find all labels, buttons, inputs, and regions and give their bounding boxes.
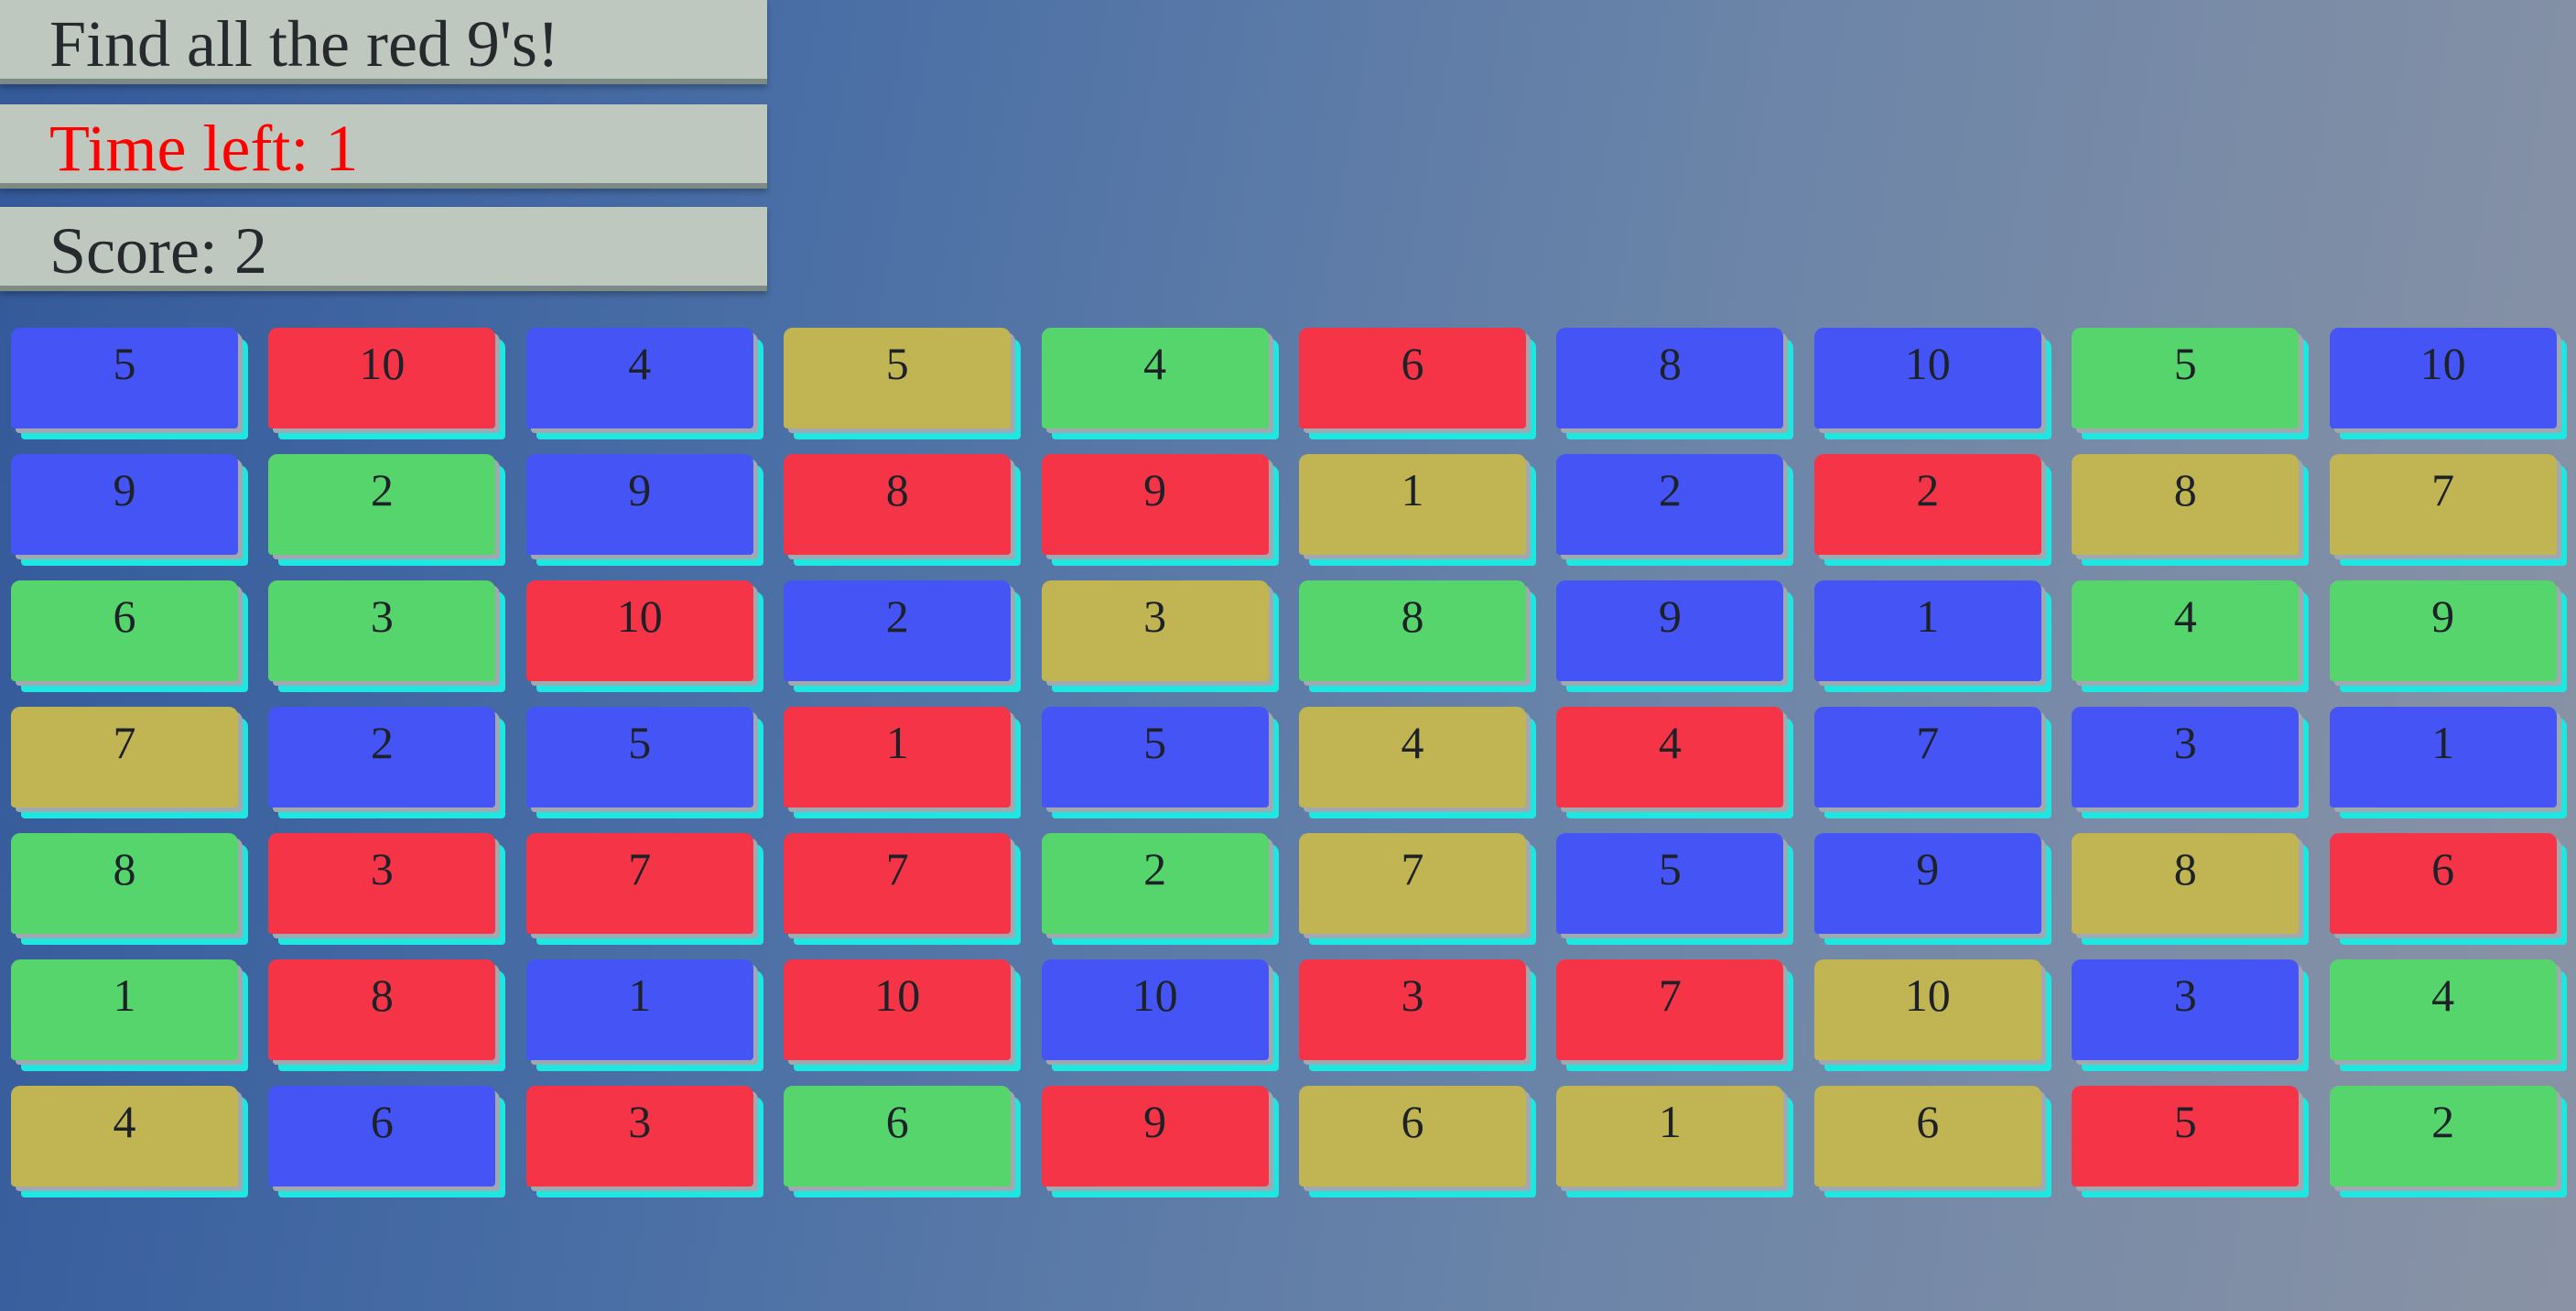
number-tile[interactable]: 2: [2330, 1086, 2557, 1186]
number-tile[interactable]: 10: [1814, 959, 2041, 1060]
number-tile[interactable]: 8: [1299, 580, 1526, 681]
number-tile[interactable]: 5: [784, 328, 1011, 428]
number-tile[interactable]: 4: [1299, 707, 1526, 807]
number-tile[interactable]: 4: [2072, 580, 2299, 681]
number-tile[interactable]: 1: [1299, 454, 1526, 555]
number-tile[interactable]: 5: [11, 328, 238, 428]
number-tile[interactable]: 9: [526, 454, 753, 555]
number-tile[interactable]: 1: [1814, 580, 2041, 681]
number-tile[interactable]: 1: [1556, 1086, 1783, 1186]
number-tile[interactable]: 5: [2072, 328, 2299, 428]
number-tile[interactable]: 1: [526, 959, 753, 1060]
number-tile[interactable]: 6: [784, 1086, 1011, 1186]
number-tile[interactable]: 3: [1299, 959, 1526, 1060]
number-tile[interactable]: 8: [2072, 454, 2299, 555]
number-tile[interactable]: 4: [2330, 959, 2557, 1060]
number-tile[interactable]: 10: [526, 580, 753, 681]
number-tile[interactable]: 6: [1814, 1086, 2041, 1186]
time-left-display: Time left: 1: [0, 104, 767, 189]
number-tile[interactable]: 4: [11, 1086, 238, 1186]
number-tile[interactable]: 6: [2330, 833, 2557, 934]
score-display: Score: 2: [0, 207, 767, 291]
number-tile[interactable]: 3: [2072, 707, 2299, 807]
number-tile[interactable]: 6: [1299, 328, 1526, 428]
number-tile[interactable]: 7: [1814, 707, 2041, 807]
number-tile[interactable]: 3: [2072, 959, 2299, 1060]
number-tile[interactable]: 9: [2330, 580, 2557, 681]
number-tile[interactable]: 4: [1556, 707, 1783, 807]
number-tile[interactable]: 7: [11, 707, 238, 807]
number-tile[interactable]: 2: [1556, 454, 1783, 555]
number-tile[interactable]: 3: [1042, 580, 1269, 681]
number-tile[interactable]: 4: [1042, 328, 1269, 428]
number-tile[interactable]: 1: [2330, 707, 2557, 807]
number-tile[interactable]: 10: [1042, 959, 1269, 1060]
number-tile[interactable]: 3: [268, 833, 495, 934]
number-tile[interactable]: 9: [1042, 1086, 1269, 1186]
number-tile[interactable]: 5: [526, 707, 753, 807]
number-tile[interactable]: 10: [784, 959, 1011, 1060]
number-tile[interactable]: 3: [526, 1086, 753, 1186]
number-tile[interactable]: 8: [2072, 833, 2299, 934]
number-tile[interactable]: 10: [268, 328, 495, 428]
number-tile[interactable]: 7: [784, 833, 1011, 934]
number-tile[interactable]: 9: [11, 454, 238, 555]
number-tile[interactable]: 7: [2330, 454, 2557, 555]
number-tile[interactable]: 9: [1814, 833, 2041, 934]
number-tile[interactable]: 8: [268, 959, 495, 1060]
number-tile[interactable]: 8: [784, 454, 1011, 555]
number-tile[interactable]: 4: [526, 328, 753, 428]
number-tile[interactable]: 2: [1814, 454, 2041, 555]
number-tile[interactable]: 2: [1042, 833, 1269, 934]
number-tile[interactable]: 8: [11, 833, 238, 934]
instruction-banner: Find all the red 9's!: [0, 0, 767, 84]
number-tile[interactable]: 9: [1556, 580, 1783, 681]
number-tile[interactable]: 3: [268, 580, 495, 681]
number-tile[interactable]: 2: [268, 707, 495, 807]
number-tile[interactable]: 7: [1556, 959, 1783, 1060]
number-tile[interactable]: 6: [1299, 1086, 1526, 1186]
number-tile[interactable]: 1: [784, 707, 1011, 807]
number-tile[interactable]: 7: [526, 833, 753, 934]
number-tile[interactable]: 10: [2330, 328, 2557, 428]
number-tile[interactable]: 2: [784, 580, 1011, 681]
number-tile[interactable]: 8: [1556, 328, 1783, 428]
number-tile[interactable]: 7: [1299, 833, 1526, 934]
number-tile[interactable]: 6: [11, 580, 238, 681]
number-tile[interactable]: 10: [1814, 328, 2041, 428]
number-tile[interactable]: 9: [1042, 454, 1269, 555]
number-tile[interactable]: 6: [268, 1086, 495, 1186]
number-tile[interactable]: 2: [268, 454, 495, 555]
number-tile[interactable]: 5: [2072, 1086, 2299, 1186]
number-tile[interactable]: 1: [11, 959, 238, 1060]
number-tile[interactable]: 5: [1042, 707, 1269, 807]
number-tile[interactable]: 5: [1556, 833, 1783, 934]
